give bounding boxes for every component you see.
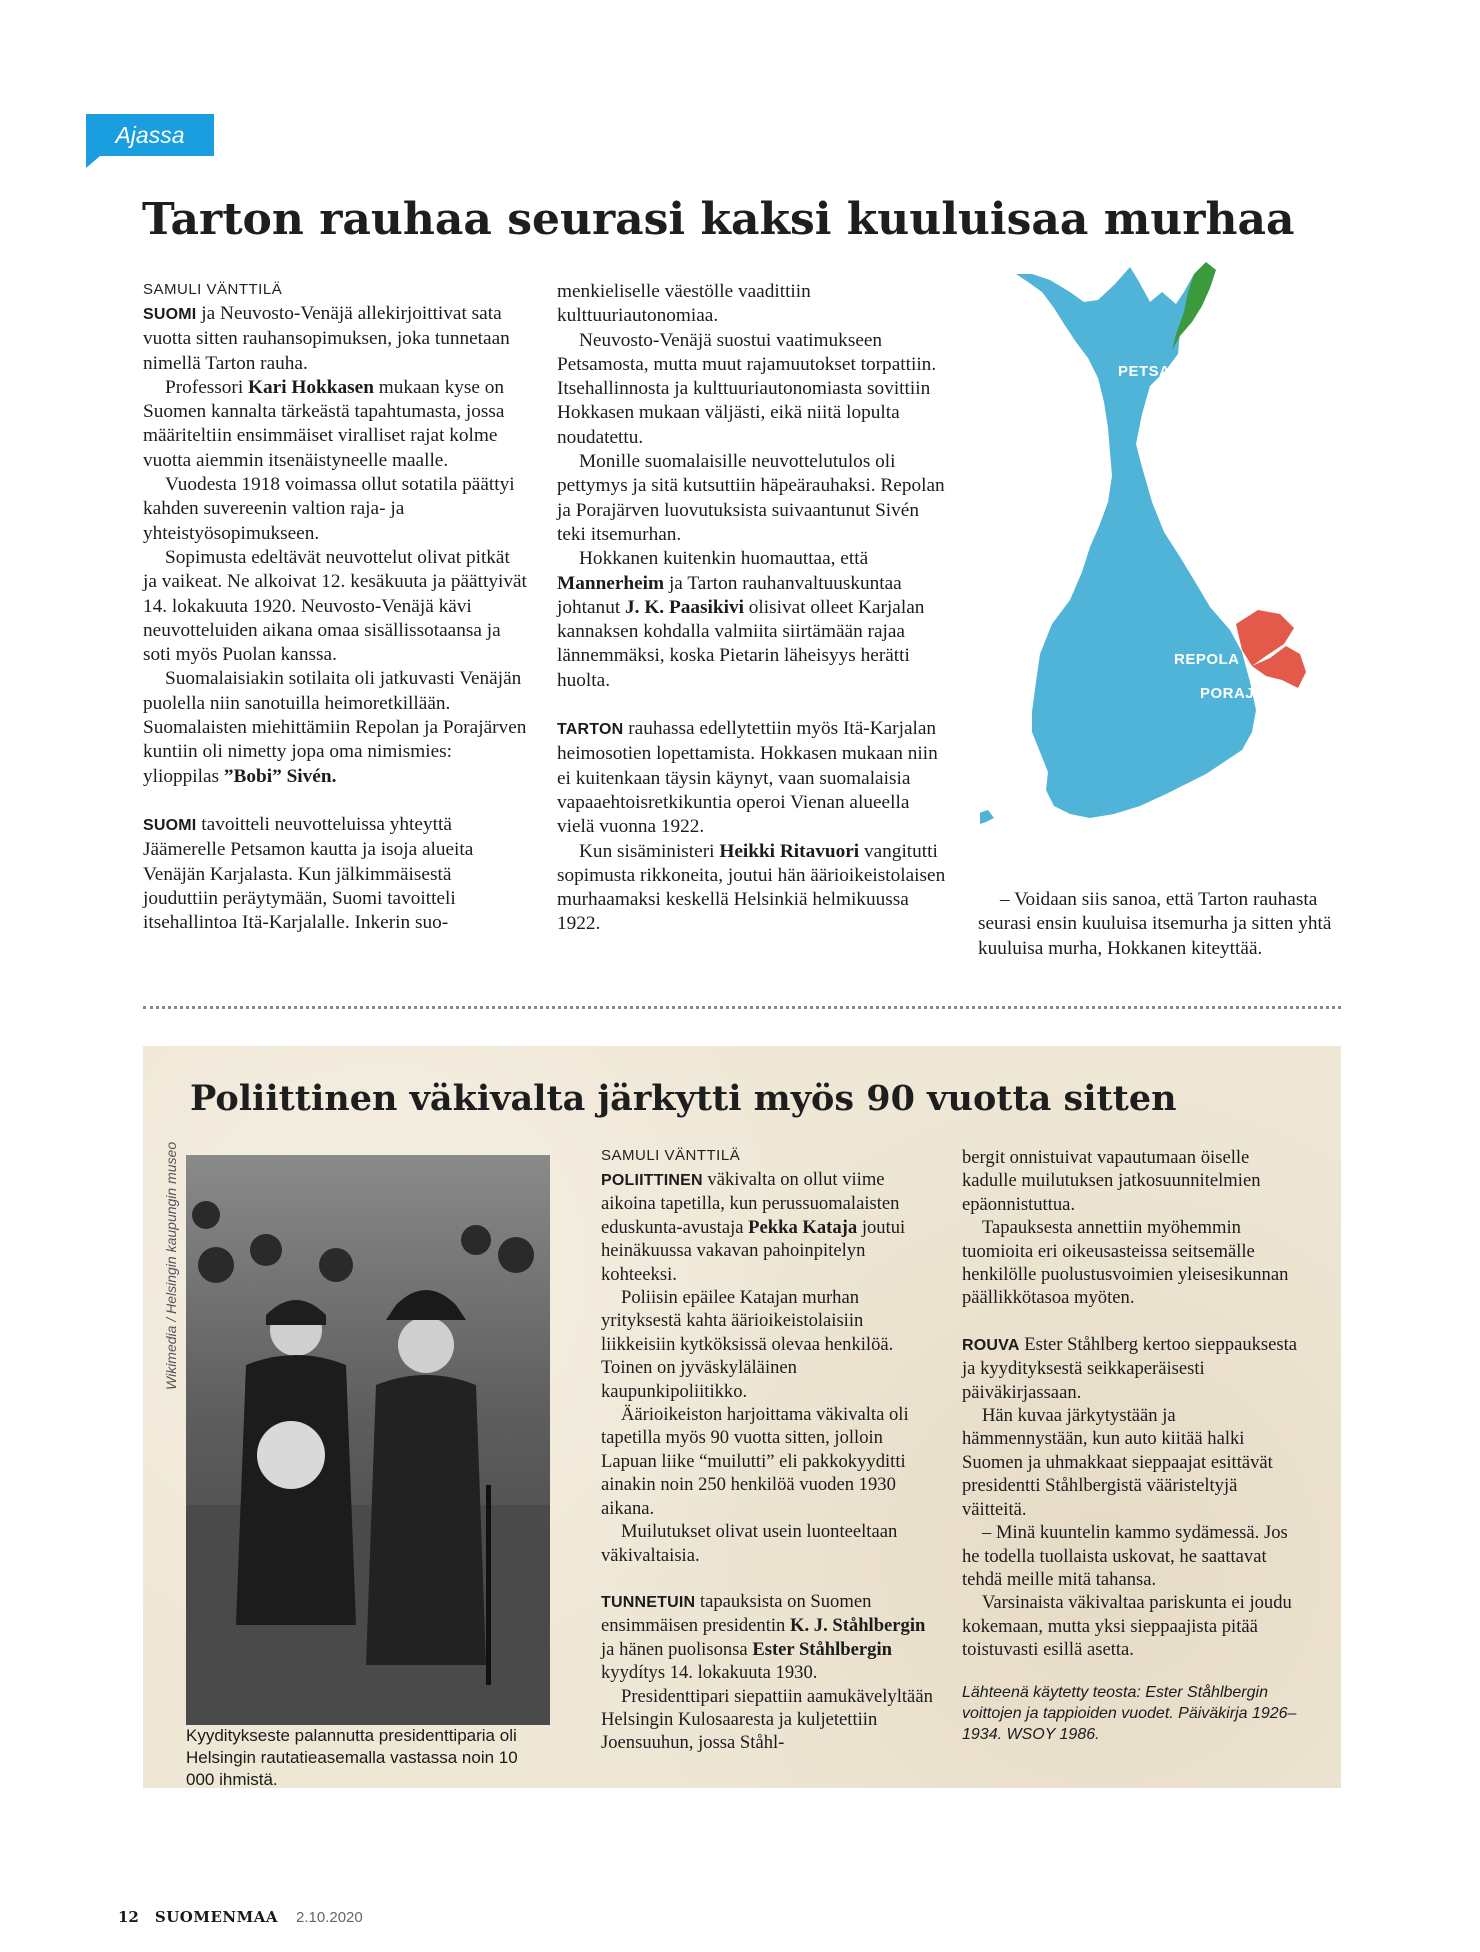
paragraph-text: vangitutti sopimusta rikkoneita, joutui hän äärioikeistolaisen murhaamaksi keskellä Helsinkiä helmikuussa 1922. [557, 840, 946, 935]
paragraph [557, 840, 949, 937]
paragraph-text: Professori [165, 376, 244, 398]
paragraph-text: tavoitteli neuvotteluissa yhteyttä Jäämerelle Petsamon kautta ja isoja alueita Venäjän Karjalasta. Kun jälkimmäisestä jouduttiin peräytymään, Suomi tavoitteli itsehallintoa Itä-Karjalalle. Inkerin suo- [143, 813, 474, 934]
sidebar-byline: SAMULI VÄNTTILÄ [601, 1147, 741, 1164]
finland-land [1016, 267, 1256, 818]
paragraph [143, 813, 528, 935]
page-footer [118, 1906, 363, 1928]
archival-photo [186, 1155, 550, 1725]
paragraph: Neuvosto-Venäjä suostui vaatimukseen Petsamosta, mutta muut rajamuutokset torpattiin. Itsehallinnosta ja kulttuuriautonomiasta sovittiin Hokkasen mukaan väljästi, eikä niitä lopulta noudatettu. [557, 329, 937, 448]
paragraph [143, 667, 528, 788]
paragraph: – Voidaan siis sanoa, että Tarton rauhasta seurasi ensin kuuluisa itsemurha ja sitten yhtä kuuluisa murha, Hokkanen kiteyttää. [978, 889, 1332, 959]
lead-word: SUOMI [143, 306, 197, 323]
paragraph [557, 547, 949, 693]
person-name: Mannerheim [557, 572, 665, 594]
paragraph-text: kyydítys 14. lokakuuta 1930. [601, 1662, 818, 1684]
paragraph: menkieliselle väestölle vaadittiin kulttuuriautonomiaa. [557, 281, 811, 327]
page-number: 12 [118, 1908, 139, 1926]
issue-date: 2.10.2020 [295, 1909, 363, 1926]
paragraph-text: ja hänen puolisonsa [601, 1638, 748, 1660]
article-column-1 [143, 280, 528, 935]
person-name: J. K. Paasikivi [625, 596, 744, 618]
paragraph [962, 1333, 1302, 1404]
paragraph-text: joutui heinäkuussa vakavan pahoinpitelyn kohteeksi. [601, 1216, 906, 1285]
paragraph: – Minä kuuntelin kammo sydämessä. Jos he todella tuollaista uskovat, he saattavat tehdä meille mitä tahansa. [962, 1522, 1288, 1590]
paragraph: Presidenttipari siepattiin aamukävelyltään Helsingin Kulosaaresta ja kuljetettiin Joensuuhun, jossa Ståhl- [601, 1685, 933, 1754]
section-tag-tail [86, 156, 100, 168]
map-label-porajarvi: PORAJÄRVI [1200, 685, 1292, 702]
paragraph [557, 717, 949, 839]
person-name: Pekka Kataja [748, 1216, 858, 1238]
lead-word: TARTON [557, 721, 624, 739]
paragraph-text: Hokkanen kuitenkin huomauttaa, että [579, 548, 869, 570]
sidebar-column-2 [962, 1146, 1302, 1745]
paragraph: Varsinaista väkivaltaa pariskunta ei joudu kokemaan, mutta yksi sieppaajista pitää toistuvasti esillä asetta. [962, 1592, 1292, 1661]
paragraph [143, 302, 528, 376]
paragraph [143, 376, 528, 473]
lead-word: TUNNETUIN [601, 1593, 696, 1611]
publication-name: SUOMENMAA [154, 1908, 278, 1926]
paragraph [601, 1590, 936, 1685]
lead-word: ROUVA [962, 1336, 1020, 1354]
paragraph: bergit onnistuivat vapautumaan öiselle kadulle muilutuksen jatkosuunnitelmien epäonnistuttua. [962, 1147, 1261, 1215]
paragraph: Muilutukset olivat usein luonteeltaan väkivaltaisia. [601, 1521, 898, 1566]
section-tag: Ajassa [86, 114, 214, 156]
map-island [980, 810, 994, 824]
photo-caption: Kyyditykseste palannutta presidenttiparia oli Helsingin rautatieasemalla vastassa noin 10 000 ihmistä. [186, 1726, 518, 1789]
section-divider [143, 1006, 1341, 1009]
paragraph: Monille suomalaisille neuvottelutulos oli pettymys ja sitä kutsuttiin häpeärauhaksi. Repolan ja Porajärven luovutuksista suivaantunut Sivén teki itsemurhan. [557, 451, 945, 545]
paragraph [601, 1168, 936, 1286]
person-name: Kari Hokkasen [248, 376, 374, 398]
map-label-repola: REPOLA [1174, 651, 1240, 668]
article-column-2 [557, 280, 949, 937]
paragraph-text: Kun sisäministeri [579, 840, 715, 862]
paragraph: Äärioikeiston harjoittama väkivalta oli tapetilla myös 90 vuotta sitten, jolloin Lapuan liike “muilutti” eli pakkokyyditti ainakin noin 250 henkilöä vuoden 1930 aikana. [601, 1404, 909, 1519]
sidebar-column-1 [601, 1146, 936, 1755]
person-name: Ester Ståhlbergin [752, 1638, 892, 1660]
paragraph-text: rauhassa edellytettiin myös Itä-Karjalan heimosotien lopettamista. Hokkasen mukaan niin ei kuitenkaan täysin käynyt, vaan suomalaisia vapaaehtoisretkikuntia operoi Vienan alueella vielä vuonna 1922. [557, 718, 938, 838]
paragraph-text: Ester Ståhlberg kertoo sieppauksesta ja kyydityksestä seikkaperäisesti päiväkirjassaan. [962, 1333, 1298, 1403]
person-name: K. J. Ståhlbergin [790, 1615, 926, 1637]
sidebar-headline: Poliittinen väkivalta järkytti myös 90 vuotta sitten [190, 1078, 1177, 1119]
finland-map [980, 262, 1350, 862]
paragraph: Hän kuvaa järkytystään ja hämmennystään, kun auto kiitää halki Suomen ja uhmakkaat sieppaajat esittävät presidentti Ståhlbergistä vääristeltyjä väitteitä. [962, 1405, 1273, 1520]
paragraph: Poliisin epäilee Katajan murhan yrityksestä kahta äärioikeistolaisiin liikkeisiin kytköksissä olevaa henkilöä. Toinen on jyväskyläläinen kaupunkipoliitikko. [601, 1287, 894, 1402]
person-name: Heikki Ritavuori [719, 840, 860, 862]
source-note: Lähteenä käytetty teosta: Ester Ståhlbergin voittojen ja tappioiden vuodet. Päiväkirja 1926–1934. WSOY 1986. [962, 1683, 1297, 1743]
paragraph-text: mukaan kyse on Suomen kannalta tärkeästä tapahtumasta, jossa määriteltiin ensimmäiset viralliset rajat kolme vuotta aiemmin itsenäistyneelle maalle. [143, 376, 505, 471]
map-label-petsamo: PETSAMO [1118, 363, 1196, 380]
person-name: ”Bobi” Sivén. [223, 765, 337, 787]
lead-word: SUOMI [143, 816, 197, 834]
lead-word: POLIITTINEN [601, 1172, 703, 1189]
paragraph-text: tapauksista on Suomen ensimmäisen presidentin [601, 1590, 872, 1637]
paragraph-text: olisivat olleet Karjalan kannaksen kohdalla valmiita siirtämään rajaa lännemmäksi, koska Pietarin läheisyys herätti huolta. [557, 596, 925, 691]
paragraph: Sopimusta edeltävät neuvottelut olivat pitkät ja vaikeat. Ne alkoivat 12. kesäkuuta ja päättyivät 14. lokakuuta 1920. Neuvosto-Venäjä kävi neuvotteluiden aikana omaa sisällissotaansa ja soti myös Puolan kanssa. [143, 546, 527, 666]
paragraph-text: väkivalta on ollut viime aikoina tapetilla, kun perussuomalaisten eduskunta-avustaja [601, 1169, 900, 1238]
paragraph: Tapauksesta annettiin myöhemmin tuomioita eri oikeusasteissa seitsemälle henkilölle puolustusvoimien yleisesikunnan päällikkötasoa myöten. [962, 1217, 1289, 1309]
paragraph-text: Suomalaisiakin sotilaita oli jatkuvasti Venäjän puolella niin sanotuilla heimoretkillään. Suomalaisten miehittämiin Repolan ja Porajärven kuntiin oli nimetty jopa oma nimismies: ylioppilas [143, 668, 527, 787]
paragraph-text: ja Neuvosto-Venäjä allekirjoittivat sata vuotta sitten rauhansopimuksen, joka tunnetaan nimellä Tarton rauha. [143, 303, 510, 374]
article-column-3 [978, 888, 1360, 961]
photo-credit: Wikimedia / Helsingin kaupungin museo [163, 1141, 179, 1390]
paragraph: Vuodesta 1918 voimassa ollut sotatila päättyi kahden suvereenin valtion raja- ja yhteistyösopimukseen. [143, 474, 515, 544]
article-byline: SAMULI VÄNTTILÄ [143, 281, 283, 298]
article-headline: Tarton rauhaa seurasi kaksi kuuluisaa murhaa [142, 194, 1295, 245]
paragraph-text: ja Tarton rauhanvaltuuskuntaa johtanut [557, 572, 902, 618]
